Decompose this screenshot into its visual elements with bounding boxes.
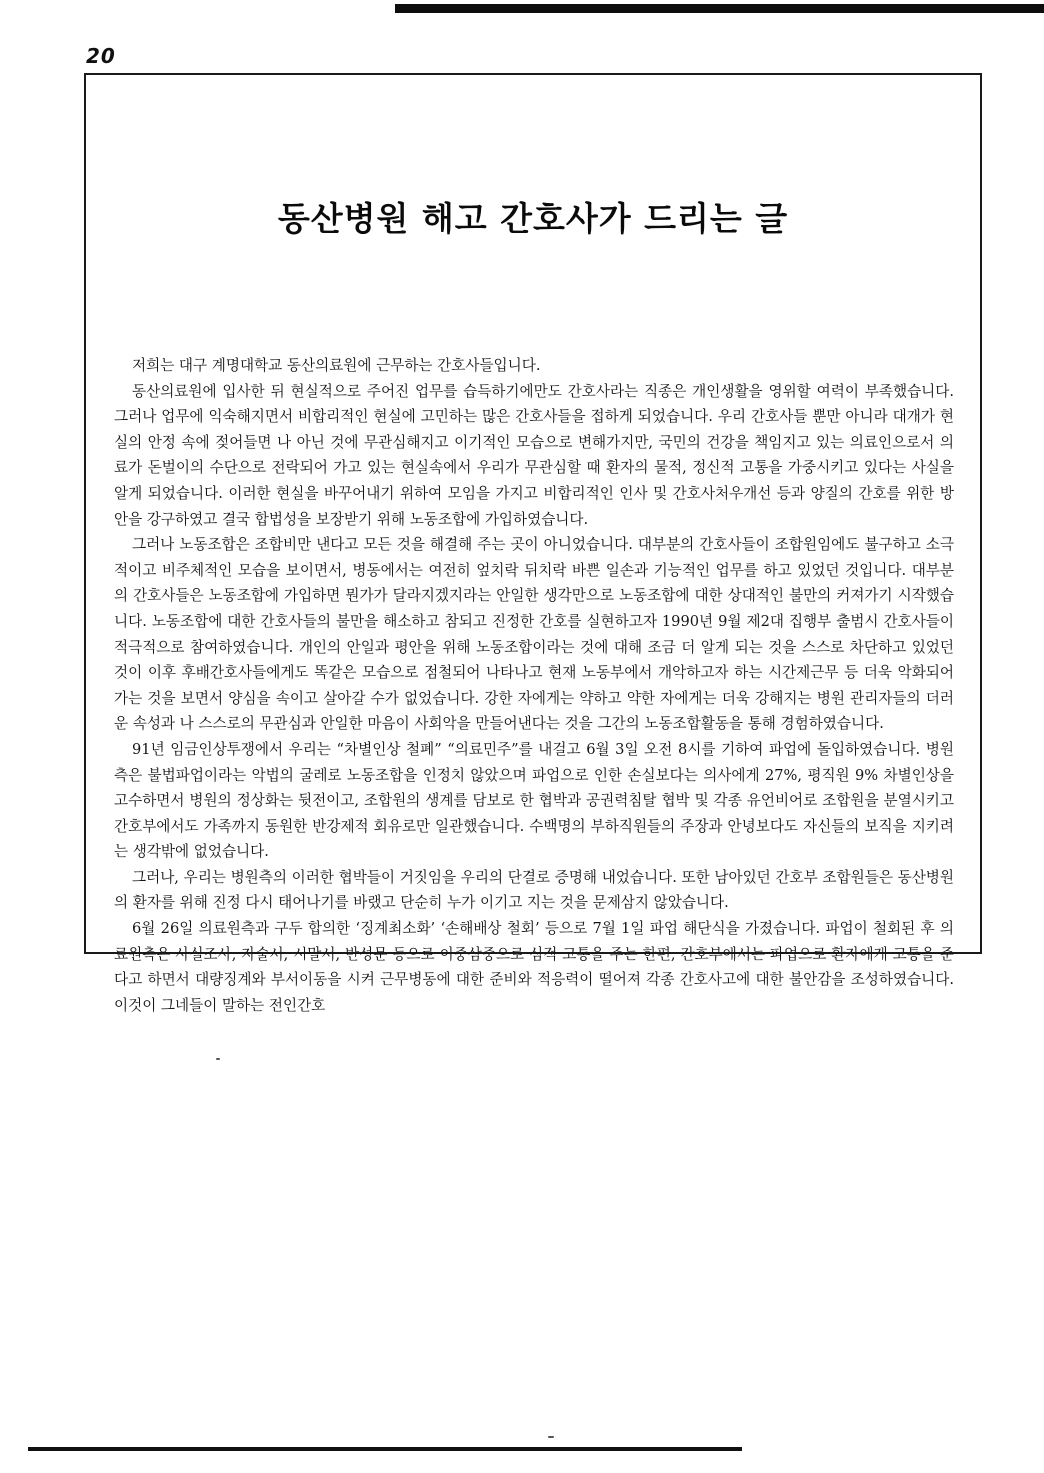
paragraph: 91년 임금인상투쟁에서 우리는 “차별인상 철폐” “의료민주”를 내걸고 6월 3일 오전 8시를 기하여 파업에 돌입하였습니다. 병원측은 불법파업이라는 악법의 굴레로 노동조합을 인정치 않았으며 파업으로 인한 손실보다는 의사에게 27%, 평직원 9% 차별인상을 고수하면서 병원의 정상화는 뒷전이고, 조합원의 생계를 담보로 한 협박과 공권력침탈 협박 및 각종 유언비어로 조합원을 분열시키고 간호부에서도 가족까지 동원한 반강제적 회유로만 일관했습니다. 수백명의 부하직원들의 주장과 안녕보다도 자신들의 보직을 지키려는 생각밖에 없었습니다. xyxy=(114,740,954,861)
paragraph: 동산의료원에 입사한 뒤 현실적으로 주어진 업무를 습득하기에만도 간호사라는 직종은 개인생활을 영위할 여력이 부족했습니다. 그러나 업무에 익숙해지면서 비합리적인 현실에 고민하는 많은 간호사들을 접하게 되었습니다. 우리 간호사들 뿐만 아니라 대개가 현실의 안정 속에 젖어들면 나 아닌 것에 무관심해지고 이기적인 모습으로 변해가지만, 국민의 건강을 책임지고 있는 의료인으로서 의료가 돈벌이의 수단으로 전락되어 가고 있는 현실속에서 우리가 무관심할 때 환자의 물적, 정신적 고통을 가중시키고 있다는 사실을 알게 되었습니다. 이러한 현실을 바꾸어내기 위하여 모임을 가지고 비합리적인 인사 및 간호사처우개선 등과 양질의 간호를 위한 방안을 강구하였고 결국 합법성을 보장받기 위해 노동조합에 가입하였습니다. xyxy=(114,382,954,528)
paragraph: 6월 26일 의료원측과 구두 합의한 ‘징계최소화’ ‘손해배상 철회’ 등으로 7월 1일 파업 해단식을 가졌습니다. 파업이 철회된 후 의료원측은 사실조사, 자술서, 시말서, 반성문 등으로 이중삼중으로 심적 고통을 주는 한편, 간호부에서는 파업으로 환자에게 고통을 준다고 하면서 대량징계와 부서이동을 시켜 근무병동에 대한 준비와 적응력이 떨어져 각종 간호사고에 대한 불안감을 조성하였습니다. 이것이 그네들이 말하는 전인간호 xyxy=(114,920,954,1014)
top-border-rule xyxy=(395,4,1044,13)
paragraph: 저희는 대구 계명대학교 동산의료원에 근무하는 간호사들입니다. xyxy=(132,357,541,374)
bottom-border-rule xyxy=(28,1447,742,1451)
page-number: 20 xyxy=(86,44,116,68)
paragraph: 그러나 노동조합은 조합비만 낸다고 모든 것을 해결해 주는 곳이 아니었습니다. 대부분의 간호사들이 조합원임에도 불구하고 소극적이고 비주체적인 모습을 보이면서, 병동에서는 여전히 엎치락 뒤치락 바쁜 일손과 기능적인 업무를 하고 있었던 것입니다. 대부분의 간호사들은 노동조합에 가입하면 뭔가가 달라지겠지라는 안일한 생각만으로 노동조합에 대한 상대적인 불만의 커져가기 시작했습니다. 노동조합에 대한 간호사들의 불만을 해소하고 참되고 진정한 간호를 실현하고자 1990년 9월 제2대 집행부 출범시 간호사들이 적극적으로 참여하였습니다. 개인의 안일과 평안을 위해 노동조합이라는 것에 대해 조금 더 알게 되는 것을 스스로 차단하고 있었던 것이 이후 후배간호사들에게도 똑같은 모습으로 점철되어 나타나고 현재 노동부에서 개악하고자 하는 시간제근무 등 더욱 악화되어 가는 것을 보면서 양심을 속이고 살아갈 수가 없었습니다. 강한 자에게는 약하고 약한 자에게는 더욱 강해지는 병원 관리자들의 더러운 속성과 나 스스로의 무관심과 안일한 마음이 사회악을 만들어낸다는 것을 그간의 노동조합활동을 통해 경험하였습니다. xyxy=(114,536,954,733)
scan-speck xyxy=(216,1058,220,1060)
article-body xyxy=(114,353,954,1018)
scan-speck xyxy=(548,1436,554,1438)
article-title: 동산병원 해고 간호사가 드리는 글 xyxy=(277,199,789,238)
article-frame xyxy=(84,73,982,1014)
paragraph: 그러나, 우리는 병원측의 이러한 협박들이 거짓임을 우리의 단결로 증명해 내었습니다. 또한 남아있던 간호부 조합원들은 동산병원의 환자를 위해 진정 다시 태어나기를 바랬고 단순히 누가 이기고 지는 것을 문제삼지 않았습니다. xyxy=(114,868,954,912)
